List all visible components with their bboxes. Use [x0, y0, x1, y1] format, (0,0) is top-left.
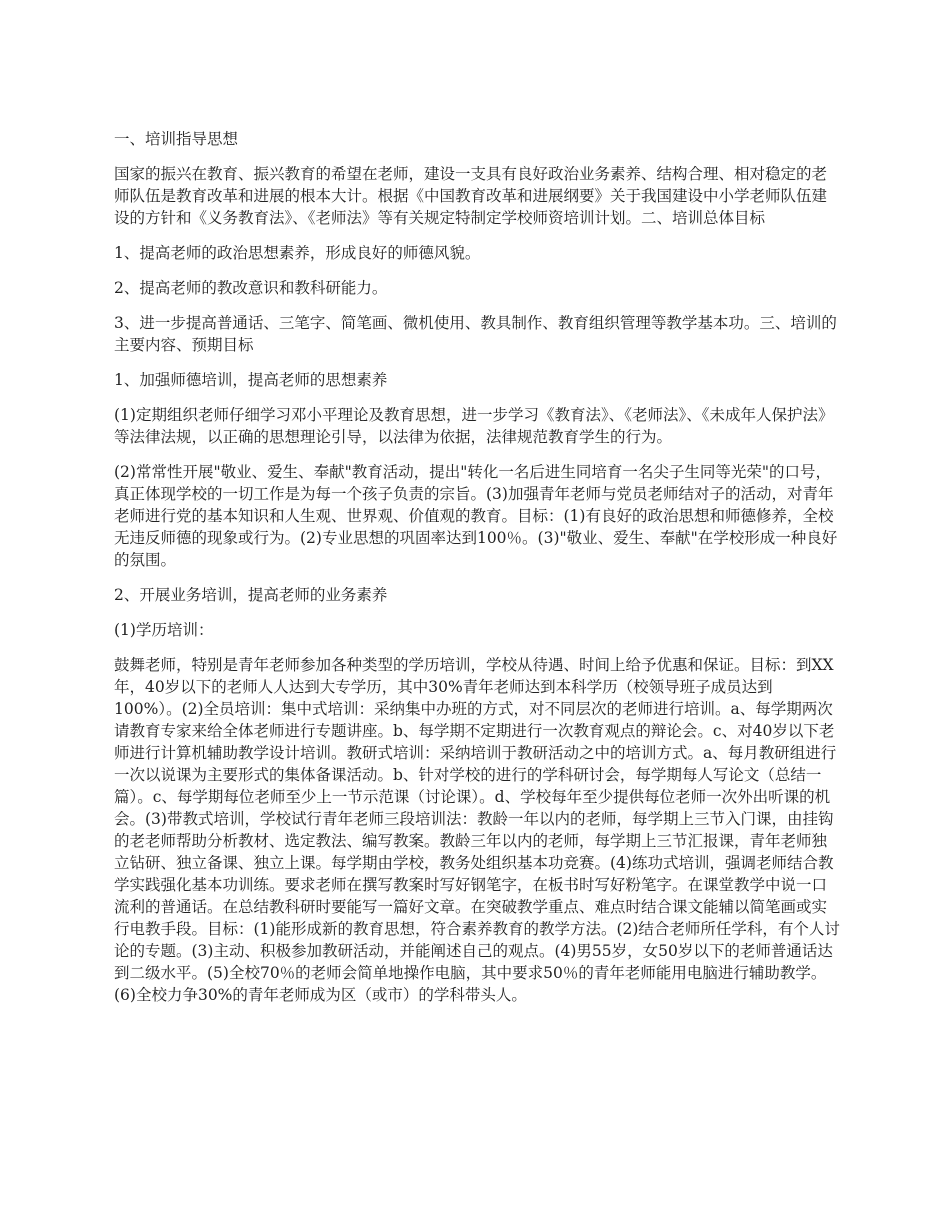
- section-heading-training-guideline: 一、培训指导思想: [114, 130, 239, 148]
- content-heading-business: 2、开展业务培训，提高老师的业务素养: [114, 586, 388, 604]
- goal-item-2: 2、提高老师的教改意识和教科研能力。: [114, 279, 388, 297]
- goal-item-3: 3、进一步提高普通话、三笔字、简笔画、微机使用、教具制作、教育组织管理等教学基本功。三、培训的主要内容、预期目标: [114, 314, 837, 354]
- paragraph-business-detail: 鼓舞老师，特别是青年老师参加各种类型的学历培训，学校从待遇、时间上给予优惠和保证。目标：到XX年，40岁以下的老师人人达到大专学历，其中30%青年老师达到本科学历（校领导班子成员达到100%）。(2)全员培训：集中式培训：采纳集中办班的方式，对不同层次的老师进行培训。a、每学期两次请教育专家来给全体老师进行专题讲座。b、每学期不定期进行一次教育观点的辩论会。c、对40岁以下老师进行计算机辅助教学设计培训。教研式培训：采纳培训于教研活动之中的培训方式。a、每月教研组进行一次以说课为主要形式的集体备课活动。b、针对学校的进行的学科研讨会，每学期每人写论文（总结一篇）。c、每学期每位老师至少上一节示范课（讨论课）。d、学校每年至少提供每位老师一次外出听课的机会。(3)带教式培训，学校试行青年老师三段培训法：教龄一年以内的老师，每学期上三节入门课，由挂钩的老老师帮助分析教材、选定教法、编写教案。教龄三年以内的老师，每学期上三节汇报课，青年老师独立钻研、独立备课、独立上课。每学期由学校，教务处组织基本功竞赛。(4)练功式培训，强调老师结合教学实践强化基本功训练。要求老师在撰写教案时写好钢笔字，在板书时写好粉笔字。在课堂教学中说一口流利的普通话。在总结教科研时要能写一篇好文章。在突破教学重点、难点时结合课文能辅以简笔画或实行电教手段。目标：(1)能形成新的教育思想，符合素养教育的教学方法。(2)结合老师所任学科，有个人讨论的专题。(3)主动、积极参加教研活动，并能阐述自己的观点。(4)男55岁，女50岁以下的老师普通话达到二级水平。(5)全校70％的老师会简单地操作电脑，其中要求50％的青年老师能用电脑进行辅助教学。(6)全校力争30%的青年老师成为区（或市）的学科带头人。: [114, 656, 840, 1004]
- subheading-degree-training: (1)学历培训：: [114, 621, 214, 639]
- paragraph-ethics-2: (2)常常性开展"敬业、爱生、奉献"教育活动，提出"转化一名后进生同培育一名尖子生同等光荣"的口号，真正体现学校的一切工作是为每一个孩子负责的宗旨。(3)加强青年老师与党员老师结对子的活动，对青年老师进行党的基本知识和人生观、世界观、价值观的教育。目标：(1)有良好的政治思想和师德修养，全校无违反师德的现象或行为。(2)专业思想的巩固率达到100％。(3)"敬业、爱生、奉献"在学校形成一种良好的氛围。: [114, 463, 838, 569]
- paragraph-intro: 国家的振兴在教育、振兴教育的希望在老师，建设一支具有良好政治业务素养、结构合理、相对稳定的老师队伍是教育改革和进展的根本大计。根据《中国教育改革和进展纲要》关于我国建设中小学老师队伍建设的方针和《义务教育法》、《老师法》等有关规定特制定学校师资培训计划。二、培训总体目标: [114, 165, 828, 227]
- content-heading-ethics: 1、加强师德培训，提高老师的思想素养: [114, 371, 388, 389]
- paragraph-ethics-1: (1)定期组织老师仔细学习邓小平理论及教育思想，进一步学习《教育法》、《老师法》、《未成年人保护法》等法律法规，以正确的思想理论引导，以法律为依据，法律规范教育学生的行为。: [114, 406, 834, 446]
- goal-item-1: 1、提高老师的政治思想素养，形成良好的师德风貌。: [114, 244, 481, 262]
